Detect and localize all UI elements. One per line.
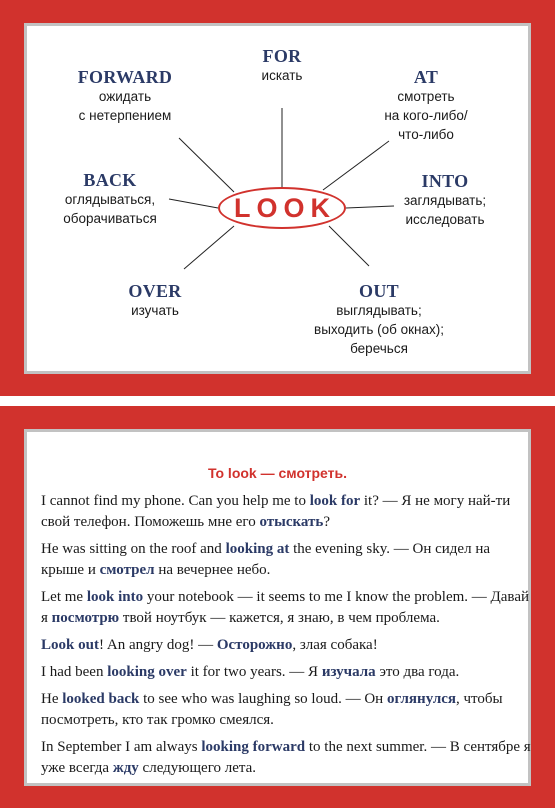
- example-highlight: looking over: [107, 664, 187, 680]
- example-6-english: [41, 691, 342, 707]
- translation-out-2: выходить (об окнах);: [314, 322, 444, 337]
- example-7-english: [41, 739, 427, 755]
- keyword-over: OVER: [128, 281, 182, 301]
- example-highlight: looking forward: [201, 739, 306, 755]
- example-text: на вечернее небо.: [154, 562, 271, 578]
- example-6: [41, 689, 531, 731]
- center-oval: [218, 187, 346, 229]
- example-text: — Он: [341, 691, 387, 707]
- example-highlight: look for: [309, 493, 361, 509]
- translation-forward-2: с нетерпением: [78, 108, 172, 123]
- example-highlight: изучала: [321, 664, 376, 680]
- example-text: —: [194, 637, 217, 653]
- examples-title: To look — смотреть.: [207, 465, 348, 481]
- example-highlight: look into: [86, 589, 144, 605]
- example-text: it for two years.: [186, 664, 286, 680]
- translation-back-1: оглядываться,: [64, 192, 156, 207]
- translation-at-3: что-либо: [398, 127, 454, 142]
- example-1-english: [41, 493, 379, 509]
- word-over: [128, 281, 181, 320]
- keyword-forward: FORWARD: [77, 67, 173, 87]
- example-text: — Он сидел на крыше и: [41, 541, 491, 578]
- example-2-english: [41, 541, 390, 557]
- example-text: In September I am always: [41, 739, 202, 755]
- translation-for: искать: [261, 68, 303, 83]
- example-text: He was sitting on the roof and: [41, 541, 226, 557]
- example-text: — В сентябре я уже всегда: [41, 739, 531, 776]
- word-for: [262, 46, 303, 85]
- example-text: , чтобы посмотреть, кто так громко смеялся.: [41, 691, 503, 728]
- example-text: Let me: [41, 589, 87, 605]
- example-text: , злая собака!: [292, 637, 378, 653]
- example-text: следующего лета.: [138, 760, 257, 776]
- translation-into-2: исследовать: [405, 212, 485, 227]
- examples-panel: [24, 429, 531, 786]
- example-highlight: отыскать: [259, 514, 324, 530]
- example-text: to the next summer.: [305, 739, 428, 755]
- example-text: ?: [323, 514, 330, 530]
- translation-out-1: выглядывать;: [336, 303, 422, 318]
- example-text: I had been: [41, 664, 108, 680]
- example-highlight: жду: [112, 760, 139, 776]
- translation-at-1: смотреть: [397, 89, 455, 104]
- translation-forward-1: ожидать: [98, 89, 152, 104]
- keyword-into: INTO: [421, 171, 469, 191]
- word-into: [404, 171, 486, 229]
- example-7: [41, 737, 531, 779]
- example-4: [41, 635, 531, 656]
- example-text: I cannot find my phone. Can you help me to: [41, 493, 310, 509]
- example-text: — Я не могу най-ти свой телефон. Поможешь мне его: [41, 493, 511, 530]
- example-3: [41, 587, 531, 629]
- example-text: the evening sky.: [289, 541, 390, 557]
- keyword-back: BACK: [83, 170, 137, 190]
- translation-over: изучать: [131, 303, 179, 318]
- translation-out-3: беречься: [350, 341, 408, 356]
- example-highlight: looking at: [225, 541, 290, 557]
- example-highlight: посмотрю: [51, 610, 120, 626]
- example-5: [41, 662, 531, 683]
- keyword-out: OUT: [359, 281, 399, 301]
- examples-list: [41, 491, 531, 785]
- word-out: [314, 281, 444, 358]
- example-highlight: оглянулся: [386, 691, 457, 707]
- example-text: to see who was laughing so loud.: [139, 691, 342, 707]
- example-4-english: [41, 637, 194, 653]
- example-text: your notebook — it seems to me I know the problem.: [143, 589, 469, 605]
- example-5-russian: [286, 664, 460, 680]
- word-at: [384, 67, 467, 144]
- example-2: [41, 539, 531, 581]
- word-back: [63, 170, 157, 228]
- example-text: — Я: [285, 664, 322, 680]
- example-highlight: Осторожно: [216, 637, 293, 653]
- word-forward: [78, 67, 172, 125]
- translation-at-2: на кого-либо/: [384, 108, 468, 123]
- example-text: He: [41, 691, 63, 707]
- translation-into-1: заглядывать;: [403, 193, 487, 208]
- example-3-english: [41, 589, 468, 605]
- example-text: ! An angry dog!: [98, 637, 195, 653]
- examples-card: [0, 406, 555, 808]
- example-text: it?: [360, 493, 379, 509]
- example-text: это два года.: [375, 664, 460, 680]
- example-highlight: смотрел: [99, 562, 155, 578]
- example-1: [41, 491, 531, 533]
- diagram-panel: [24, 23, 531, 374]
- example-text: твой ноутбук — кажется, я знаю, в чем проблема.: [119, 610, 440, 626]
- diagram-card: [0, 0, 555, 396]
- card-gap: [0, 396, 555, 406]
- example-highlight: Look out: [41, 637, 99, 653]
- example-highlight: looked back: [62, 691, 140, 707]
- example-text: — Давай я: [41, 589, 530, 626]
- example-4-russian: [194, 637, 377, 653]
- center-word: LOOK: [234, 192, 336, 223]
- example-5-english: [41, 664, 286, 680]
- keyword-for: FOR: [262, 46, 302, 66]
- keyword-at: AT: [413, 67, 439, 87]
- translation-back-2: оборачиваться: [63, 211, 157, 226]
